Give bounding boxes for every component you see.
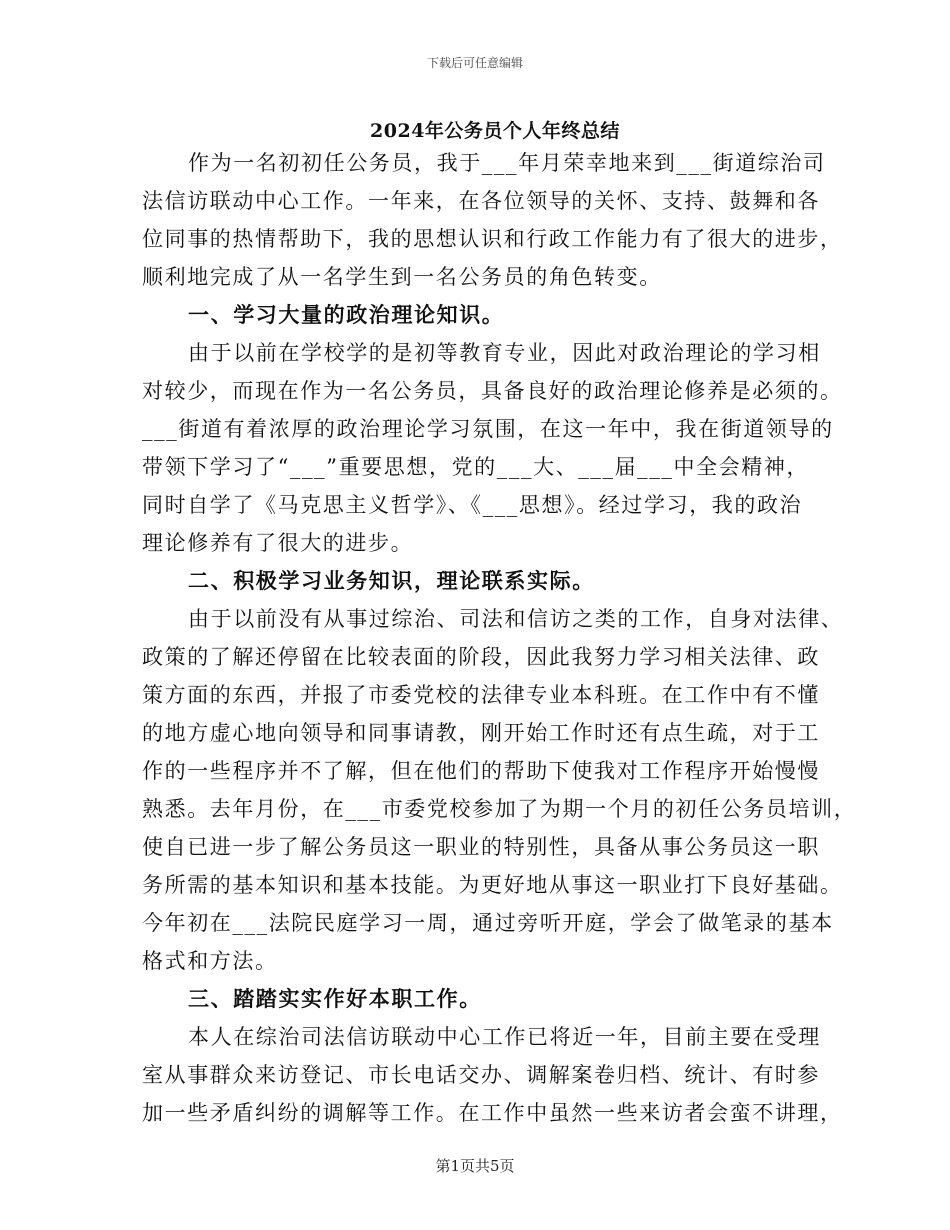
paragraph-line: 熟悉。去年月份，在___市委党校参加了为期一个月的初任公务员培训， <box>142 797 857 821</box>
section-heading: 一、学习大量的政治理论知识。 <box>188 302 505 327</box>
paragraph-line: 法信访联动中心工作。一年来，在各位领导的关怀、支持、鼓舞和各 <box>142 189 820 213</box>
paragraph-line: 对较少，而现在作为一名公务员，具备良好的政治理论修养是必须的。 <box>142 379 843 403</box>
paragraph-line: 顺利地完成了从一名学生到一名公务员的角色转变。 <box>142 265 662 289</box>
paragraph-line: 使自已进一步了解公务员这一职业的特别性，具备从事公务员这一职 <box>142 835 820 859</box>
paragraph-line: 政策的了解还停留在比较表面的阶段，因此我努力学习相关法律、政 <box>142 645 820 669</box>
paragraph-line: 室从事群众来访登记、市长电话交办、调解案卷归档、统计、有时参 <box>142 1063 820 1087</box>
header-note: 下载后可任意编辑 <box>426 56 523 70</box>
paragraph-line: 同时自学了《马克思主义哲学》、《___思想》。经过学习，我的政治 <box>142 493 803 517</box>
section-heading: 二、积极学习业务知识，理论联系实际。 <box>188 568 595 593</box>
page-number: 第1页共5页 <box>435 1157 515 1175</box>
paragraph-line: 务所需的基本知识和基本技能。为更好地从事这一职业打下良好基础。 <box>142 873 843 897</box>
paragraph-line: 加一些矛盾纠纷的调解等工作。在工作中虽然一些来访者会蛮不讲理， <box>142 1101 843 1125</box>
paragraph-line: 策方面的东西，并报了市委党校的法律专业本科班。在工作中有不懂 <box>142 683 820 707</box>
paragraph-line: 由于以前没有从事过综治、司法和信访之类的工作，自身对法律、 <box>188 607 844 631</box>
section-heading: 三、踏踏实实作好本职工作。 <box>188 986 482 1011</box>
paragraph-line: 作为一名初初任公务员，我于___年月荣幸地来到___街道综治司 <box>188 151 826 175</box>
paragraph-line: 的地方虚心地向领导和同事请教，刚开始工作时还有点生疏，对于工 <box>142 721 820 745</box>
paragraph-line: 由于以前在学校学的是初等教育专业，因此对政治理论的学习相 <box>188 341 821 365</box>
paragraph-line: ___街道有着浓厚的政治理论学习氛围，在这一年中，我在街道领导的 <box>142 417 834 441</box>
document-title: 2024年公务员个人年终总结 <box>370 120 620 142</box>
paragraph-line: 作的一些程序并不了解，但在他们的帮助下使我对工作程序开始慢慢 <box>142 759 820 783</box>
paragraph-line: 本人在综治司法信访联动中心工作已将近一年，目前主要在受理 <box>188 1025 821 1049</box>
paragraph-line: 位同事的热情帮助下，我的思想认识和行政工作能力有了很大的进步， <box>142 227 843 251</box>
paragraph-line: 格式和方法。 <box>142 949 278 973</box>
paragraph-line: 今年初在___法院民庭学习一周，通过旁听开庭，学会了做笔录的基本 <box>142 911 834 935</box>
paragraph-line: 理论修养有了很大的进步。 <box>142 531 414 555</box>
paragraph-line: 带领下学习了“___”重要思想，党的___大、___届___中全会精神， <box>142 455 810 479</box>
